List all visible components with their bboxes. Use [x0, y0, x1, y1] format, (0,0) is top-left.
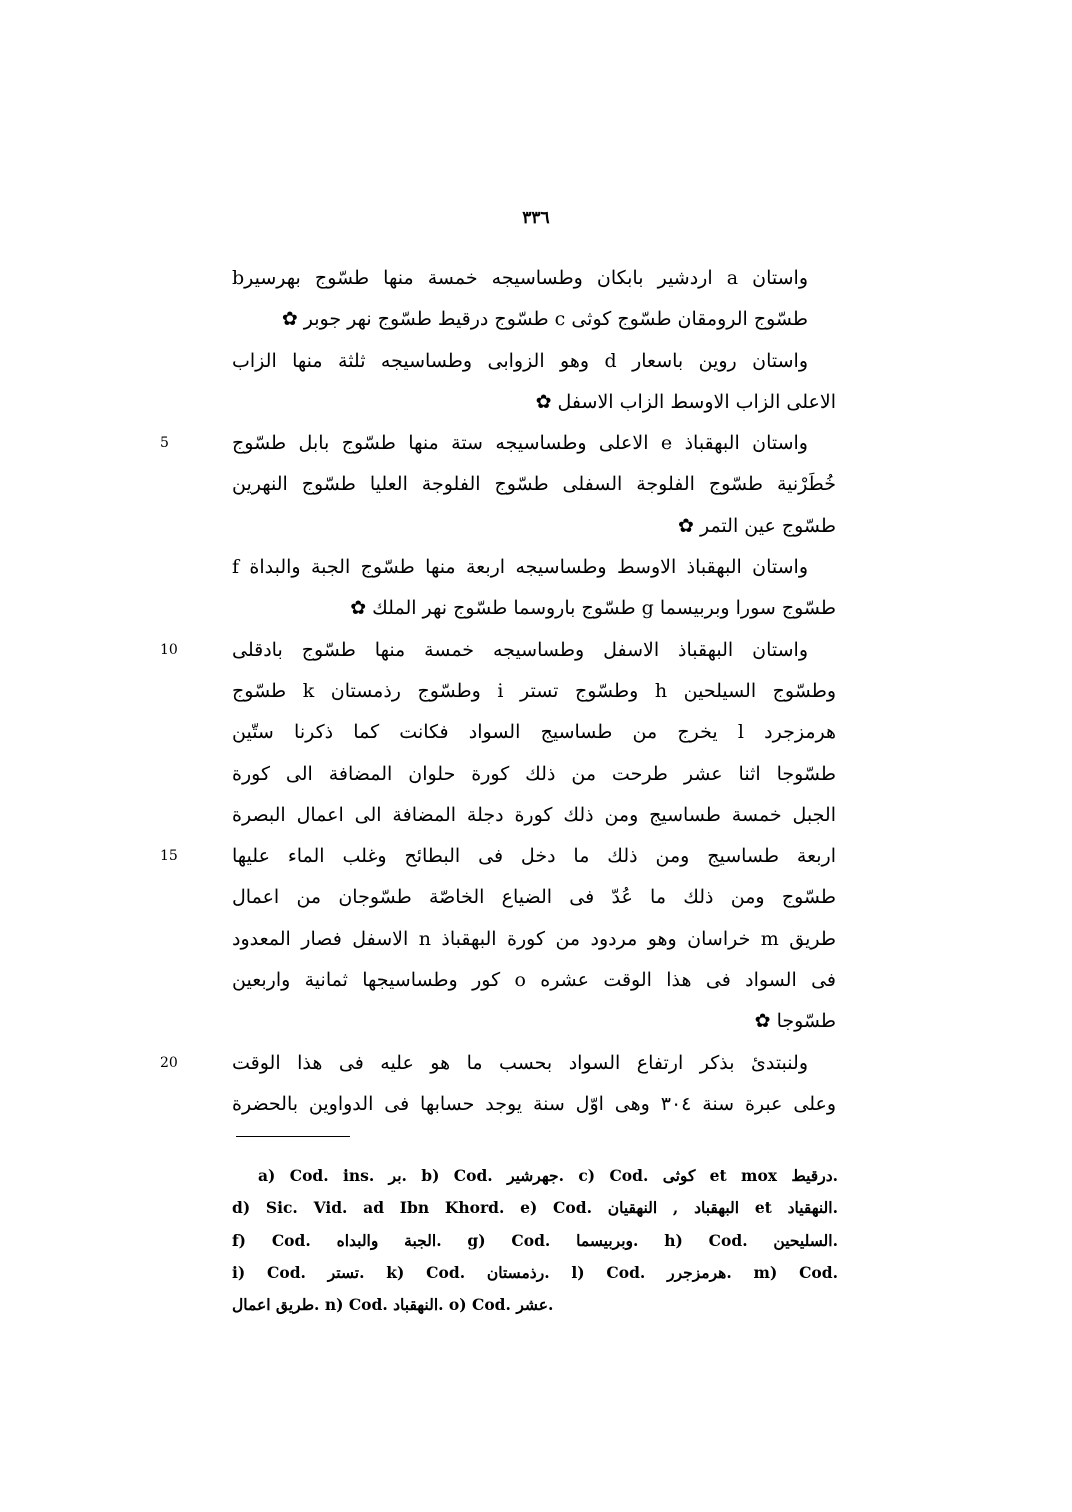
text-line-content: خُطَرْنية طسّوج الفلوجة السفلى طسّوج الفلوجة العليا طسّوج النهرين	[232, 473, 836, 496]
line-number: 15	[160, 848, 178, 865]
text-line-content: واستان a اردشير بابكان وطساسيجه خمسة منها طسّوج بهرسيرb	[232, 267, 809, 289]
footnote-line: f) Cod. الجبة والبداه. g) Cod. وبربيسما. h) Cod. السليحين.	[232, 1230, 838, 1250]
text-line	[232, 258, 836, 299]
text-line-content: طسّوجا اثنا عشر طرحت من ذلك كورة حلوان المضافة الى كورة	[232, 762, 836, 785]
text-line	[232, 382, 836, 423]
line-number: 20	[160, 1054, 178, 1071]
text-line	[232, 1001, 836, 1042]
text-line-content: الاعلى الزاب الاوسط الزاب الاسفل ✿	[535, 390, 836, 413]
text-line	[232, 671, 836, 712]
page-number: ٣٣٦	[522, 208, 550, 228]
text-line	[160, 423, 836, 464]
text-line	[232, 712, 836, 753]
text-line	[232, 299, 836, 340]
text-line	[232, 1084, 836, 1125]
text-line-content: طريق m خراسان وهو مردود من كورة البهقباذ n الاسفل فصار المعدود	[232, 927, 837, 950]
text-line-content: فى السواد فى هذا الوقت عشره o كور وطساسيجها ثمانية واربعين	[232, 969, 836, 992]
text-line	[232, 588, 836, 629]
text-line-content: هرمزجرد l يخرج من طساسيج السواد فكانت كما ذكرنا ستّين	[232, 721, 836, 744]
main-text	[160, 258, 837, 1125]
text-line-content: واستان البهقباذ e الاعلى وطساسيجه ستة منها طسّوج بابل طسّوج	[232, 432, 808, 455]
text-line	[232, 547, 836, 588]
text-line-content: ولنبتدئ بذكر ارتفاع السواد بحسب ما هو عليه فى هذا الوقت	[232, 1051, 808, 1074]
footnote-line: a) Cod. ins. بر. b) Cod. جهرشير. c) Cod. كوثى et mox درقيط.	[258, 1166, 838, 1185]
footnote-line: طريق اعمال. n) Cod. النهقباد. o) Cod. عشر.	[232, 1295, 554, 1315]
line-number: 10	[160, 641, 178, 658]
text-line-content: الجبل خمسة طساسيج ومن ذلك كورة دجلة المضافة الى اعمال البصرة	[232, 803, 836, 826]
text-line-content: طسّوج الرومقان طسّوج كوثى c طسّوج درقيط طسّوج نهر جوبر ✿	[281, 308, 808, 331]
footnotes	[232, 1160, 838, 1321]
footnote-line: d) Sic. Vid. ad Ibn Khord. e) Cod. البهقباد , النهقيان et النهقياد.	[232, 1198, 838, 1218]
text-line	[232, 754, 836, 795]
text-line	[232, 919, 836, 960]
footnote-line: i) Cod. تستر. k) Cod. رذمستان. l) Cod. هرمزجرر. m) Cod.	[232, 1262, 838, 1282]
text-line	[232, 877, 836, 918]
text-line-content: واستان روين باسعار d وهو الزوابى وطساسيجه ثلثة منها الزاب	[232, 349, 808, 372]
footnote-divider	[236, 1136, 350, 1137]
text-line-content: واستان البهقباذ الاوسط وطساسيجه اربعة منها طسّوج الجبة والبداة f	[232, 556, 808, 579]
line-number: 5	[160, 435, 169, 452]
text-line-content: وطسّوج السيلحين h وطسّوج تستر i وطسّوج رذمستان k طسّوج	[232, 679, 836, 702]
text-line-content: طسّوج سورا وبربيسما g طسّوج باروسما طسّوج نهر الملك ✿	[350, 597, 836, 620]
text-line	[232, 795, 836, 836]
text-line-content: واستان البهقباذ الاسفل وطساسيجه خمسة منها طسّوج بادقلى	[232, 638, 808, 661]
text-line-content: اربعة طساسيج ومن ذلك ما دخل فى البطائح وغلب الماء عليها	[232, 845, 836, 868]
text-line-content: طسّوج ومن ذلك ما عُدّ فى الضياع الخاصّة طسّوجان من اعمال	[232, 886, 836, 909]
text-line	[232, 960, 836, 1001]
text-line	[232, 341, 836, 382]
text-line-content: طسّوجا ✿	[754, 1010, 836, 1033]
text-line	[232, 506, 836, 547]
text-line	[160, 1043, 836, 1084]
text-line-content: طسّوج عين التمر ✿	[678, 514, 836, 537]
text-line	[160, 836, 836, 877]
text-line-content: وعلى عبرة سنة ٣٠٤ وهى اوّل سنة يوجد حسابها فى الدواوين بالحضرة	[232, 1092, 836, 1115]
text-line	[160, 630, 836, 671]
text-line	[232, 464, 836, 505]
